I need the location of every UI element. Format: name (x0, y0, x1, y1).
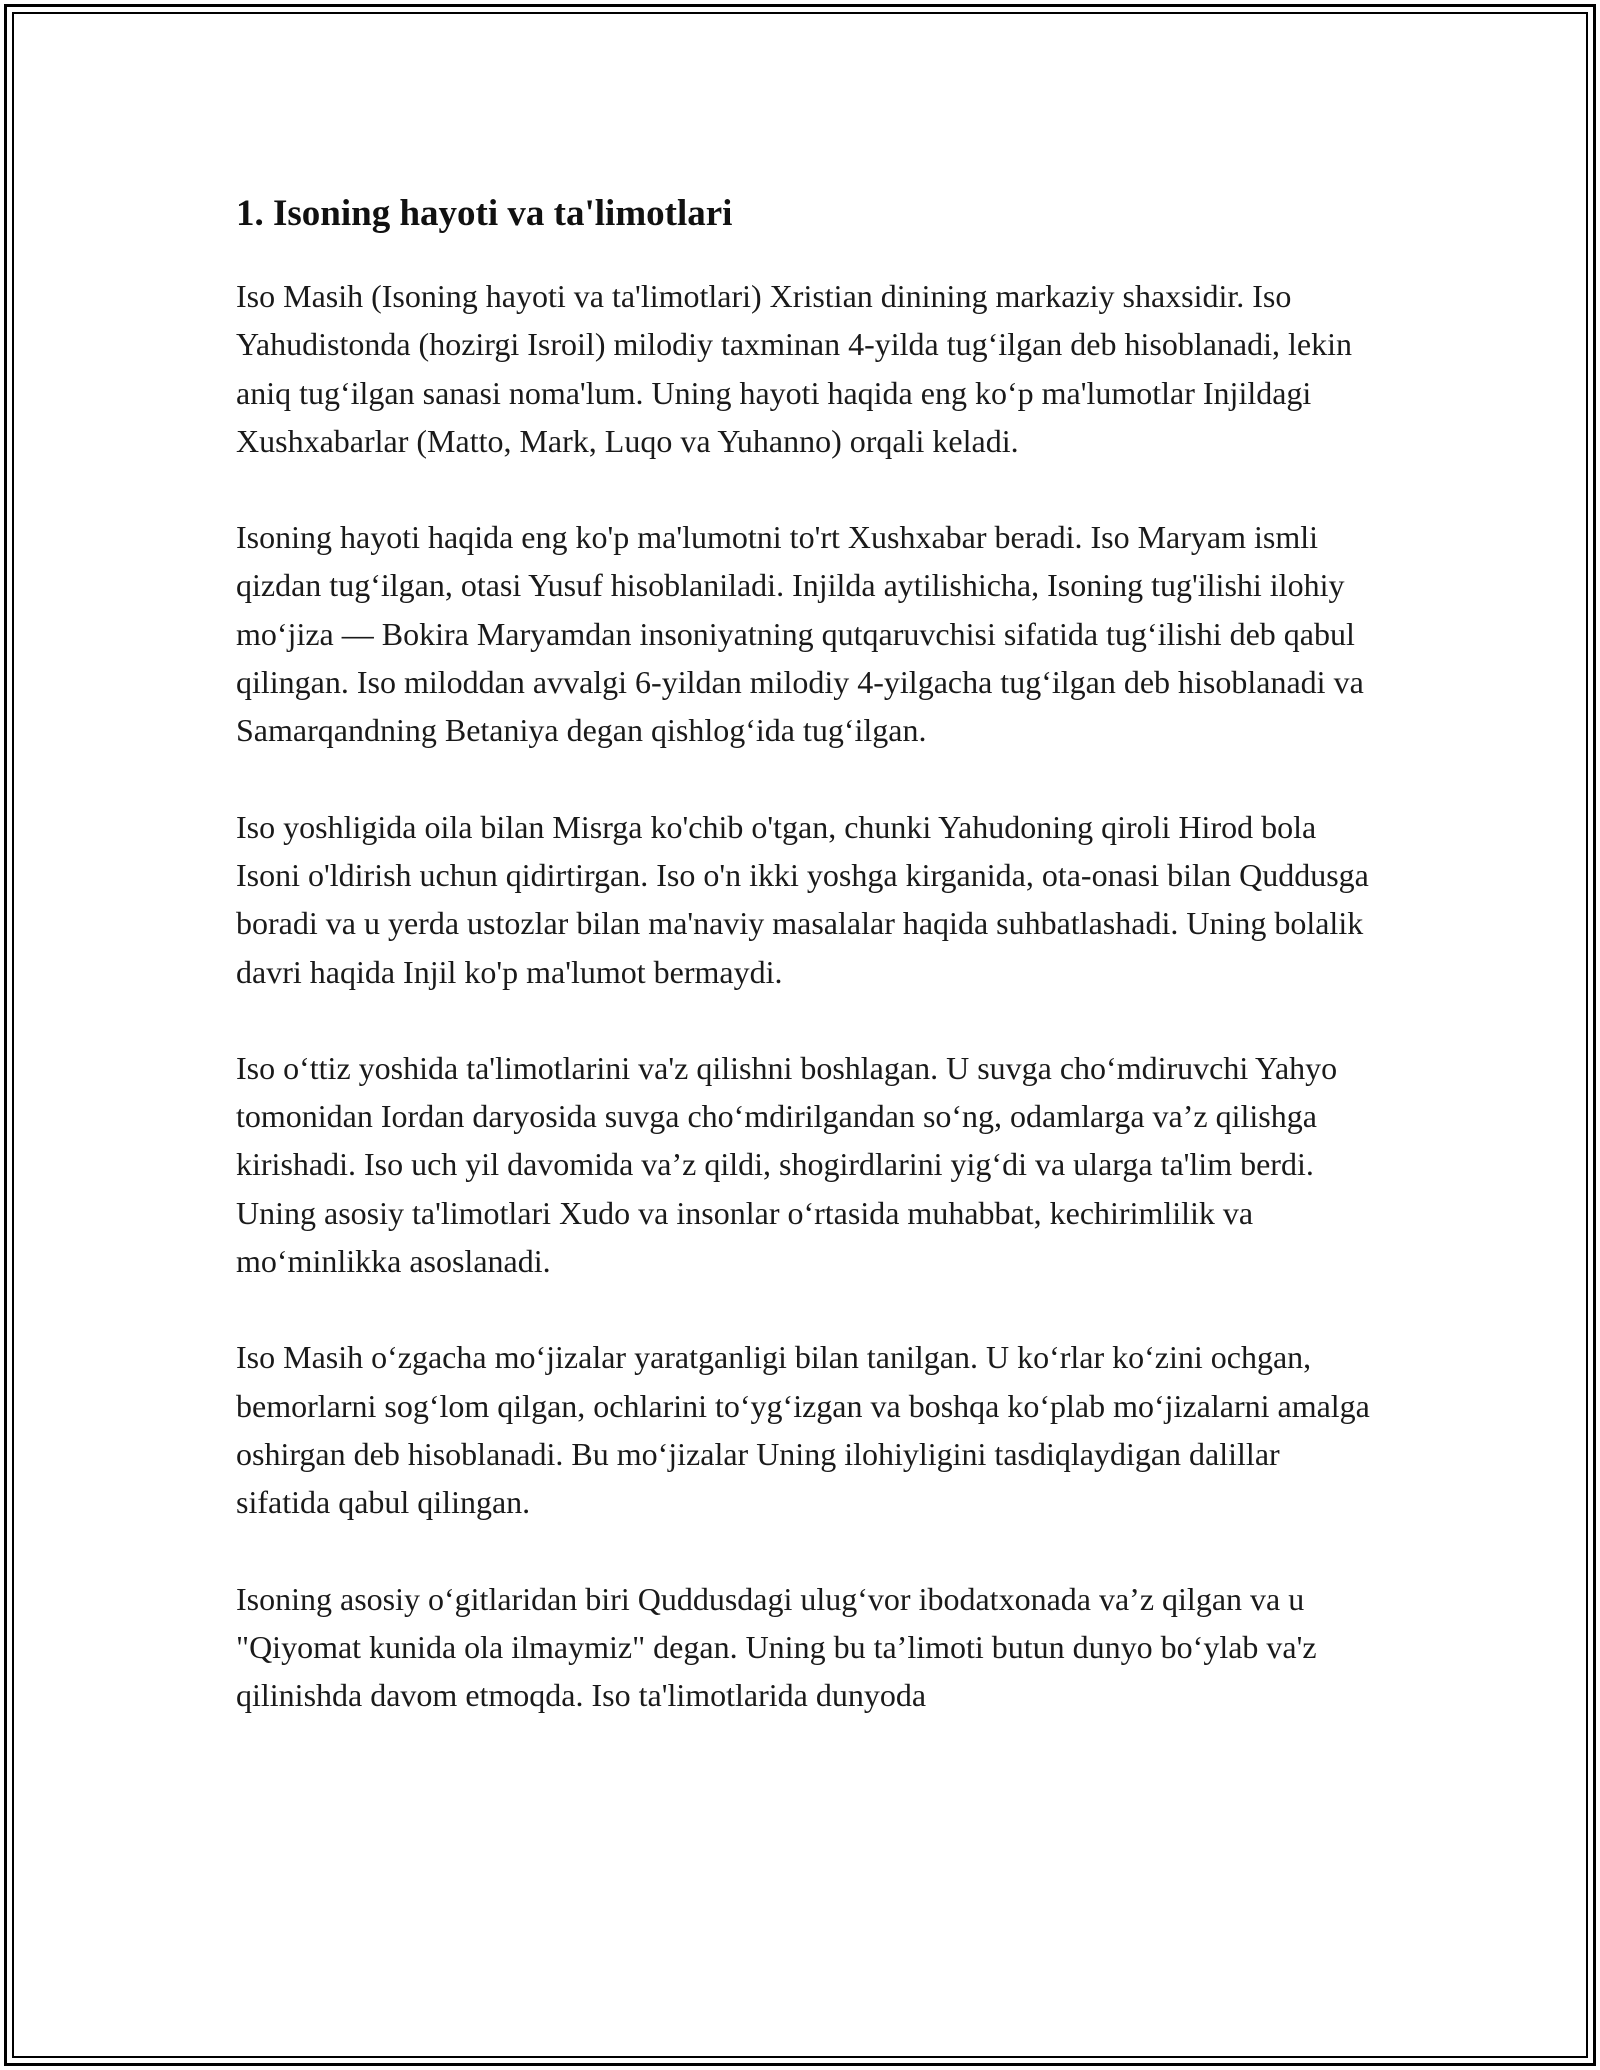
section-title: 1. Isoning hayoti va ta'limotlari (236, 193, 733, 234)
paragraph-4: Iso o‘ttiz yoshida ta'limotlarini va'z qilishni boshlagan. U suvga cho‘mdiruvchi Yahyo tomonidan Iordan daryosida suvga cho‘mdirilgandan so‘ng, odamlarga va’z qilishga kirishadi. Iso uch yil davomida va’z qildi, shogirdlarini yig‘di va ularga ta'lim berdi. Uning asosiy ta'limotlari Xudo va insonlar o‘rtasida muhabbat, kechirimlilik va mo‘minlikka asoslanadi. (236, 1049, 1338, 1280)
paragraph-5: Iso Masih o‘zgacha mo‘jizalar yaratganligi bilan tanilgan. U ko‘rlar ko‘zini ochgan, bemorlarni sog‘lom qilgan, ochlarini to‘yg‘izgan va boshqa ko‘plab mo‘jizalarni amalga oshirgan deb hisoblanadi. Bu mo‘jizalar Uning ilohiyligini tasdiqlaydigan dalillar sifatida qabul qilingan. (236, 1339, 1370, 1521)
paragraph-3: Iso yoshligida oila bilan Misrga ko'chib o'tgan, chunki Yahudoning qiroli Hirod bola Isoni o'ldirish uchun qidirtirgan. Iso o'n ikki yoshga kirganida, ota-onasi bilan Quddusga boradi va u yerda ustozlar bilan ma'naviy masalalar haqida suhbatlashadi. Uning bolalik davri haqida Injil ko'p ma'lumot bermaydi. (236, 808, 1369, 990)
paragraph-1: Iso Masih (Isoning hayoti va ta'limotlari) Xristian dinining markaziy shaxsidir. Iso Yahudistonda (hozirgi Isroil) milodiy taxminan 4-yilda tug‘ilgan deb hisoblanadi, lekin aniq tug‘ilgan sanasi noma'lum. Uning hayoti haqida eng ko‘p ma'lumotlar Injildagi Xushxabarlar (Matto, Mark, Luqo va Yuhanno) orqali keladi. (236, 278, 1352, 459)
document-page (236, 186, 1376, 1767)
paragraph-2: Isoning hayoti haqida eng ko'p ma'lumotni to'rt Xushxabar beradi. Iso Maryam ismli qizdan tug‘ilgan, otasi Yusuf hisoblaniladi. Injilda aytilishicha, Isoning tug'ilishi ilohiy mo‘jiza — Bokira Maryamdan insoniyatning qutqaruvchisi sifatida tug‘ilishi deb qabul qilingan. Iso miloddan avvalgi 6-yildan milodiy 4-yilgacha tug‘ilgan deb hisoblanadi va Samarqandning Betaniya degan qishlog‘ida tug‘ilgan. (236, 519, 1364, 749)
paragraph-6: Isoning asosiy o‘gitlaridan biri Quddusdagi ulug‘vor ibodatxonada va’z qilgan va u "Qiyomat kunida ola ilmaymiz" degan. Uning bu ta’limoti butun dunyo bo‘ylab va'z qilinishda davom etmoqda. Iso ta'limotlarida dunyoda (236, 1580, 1317, 1714)
